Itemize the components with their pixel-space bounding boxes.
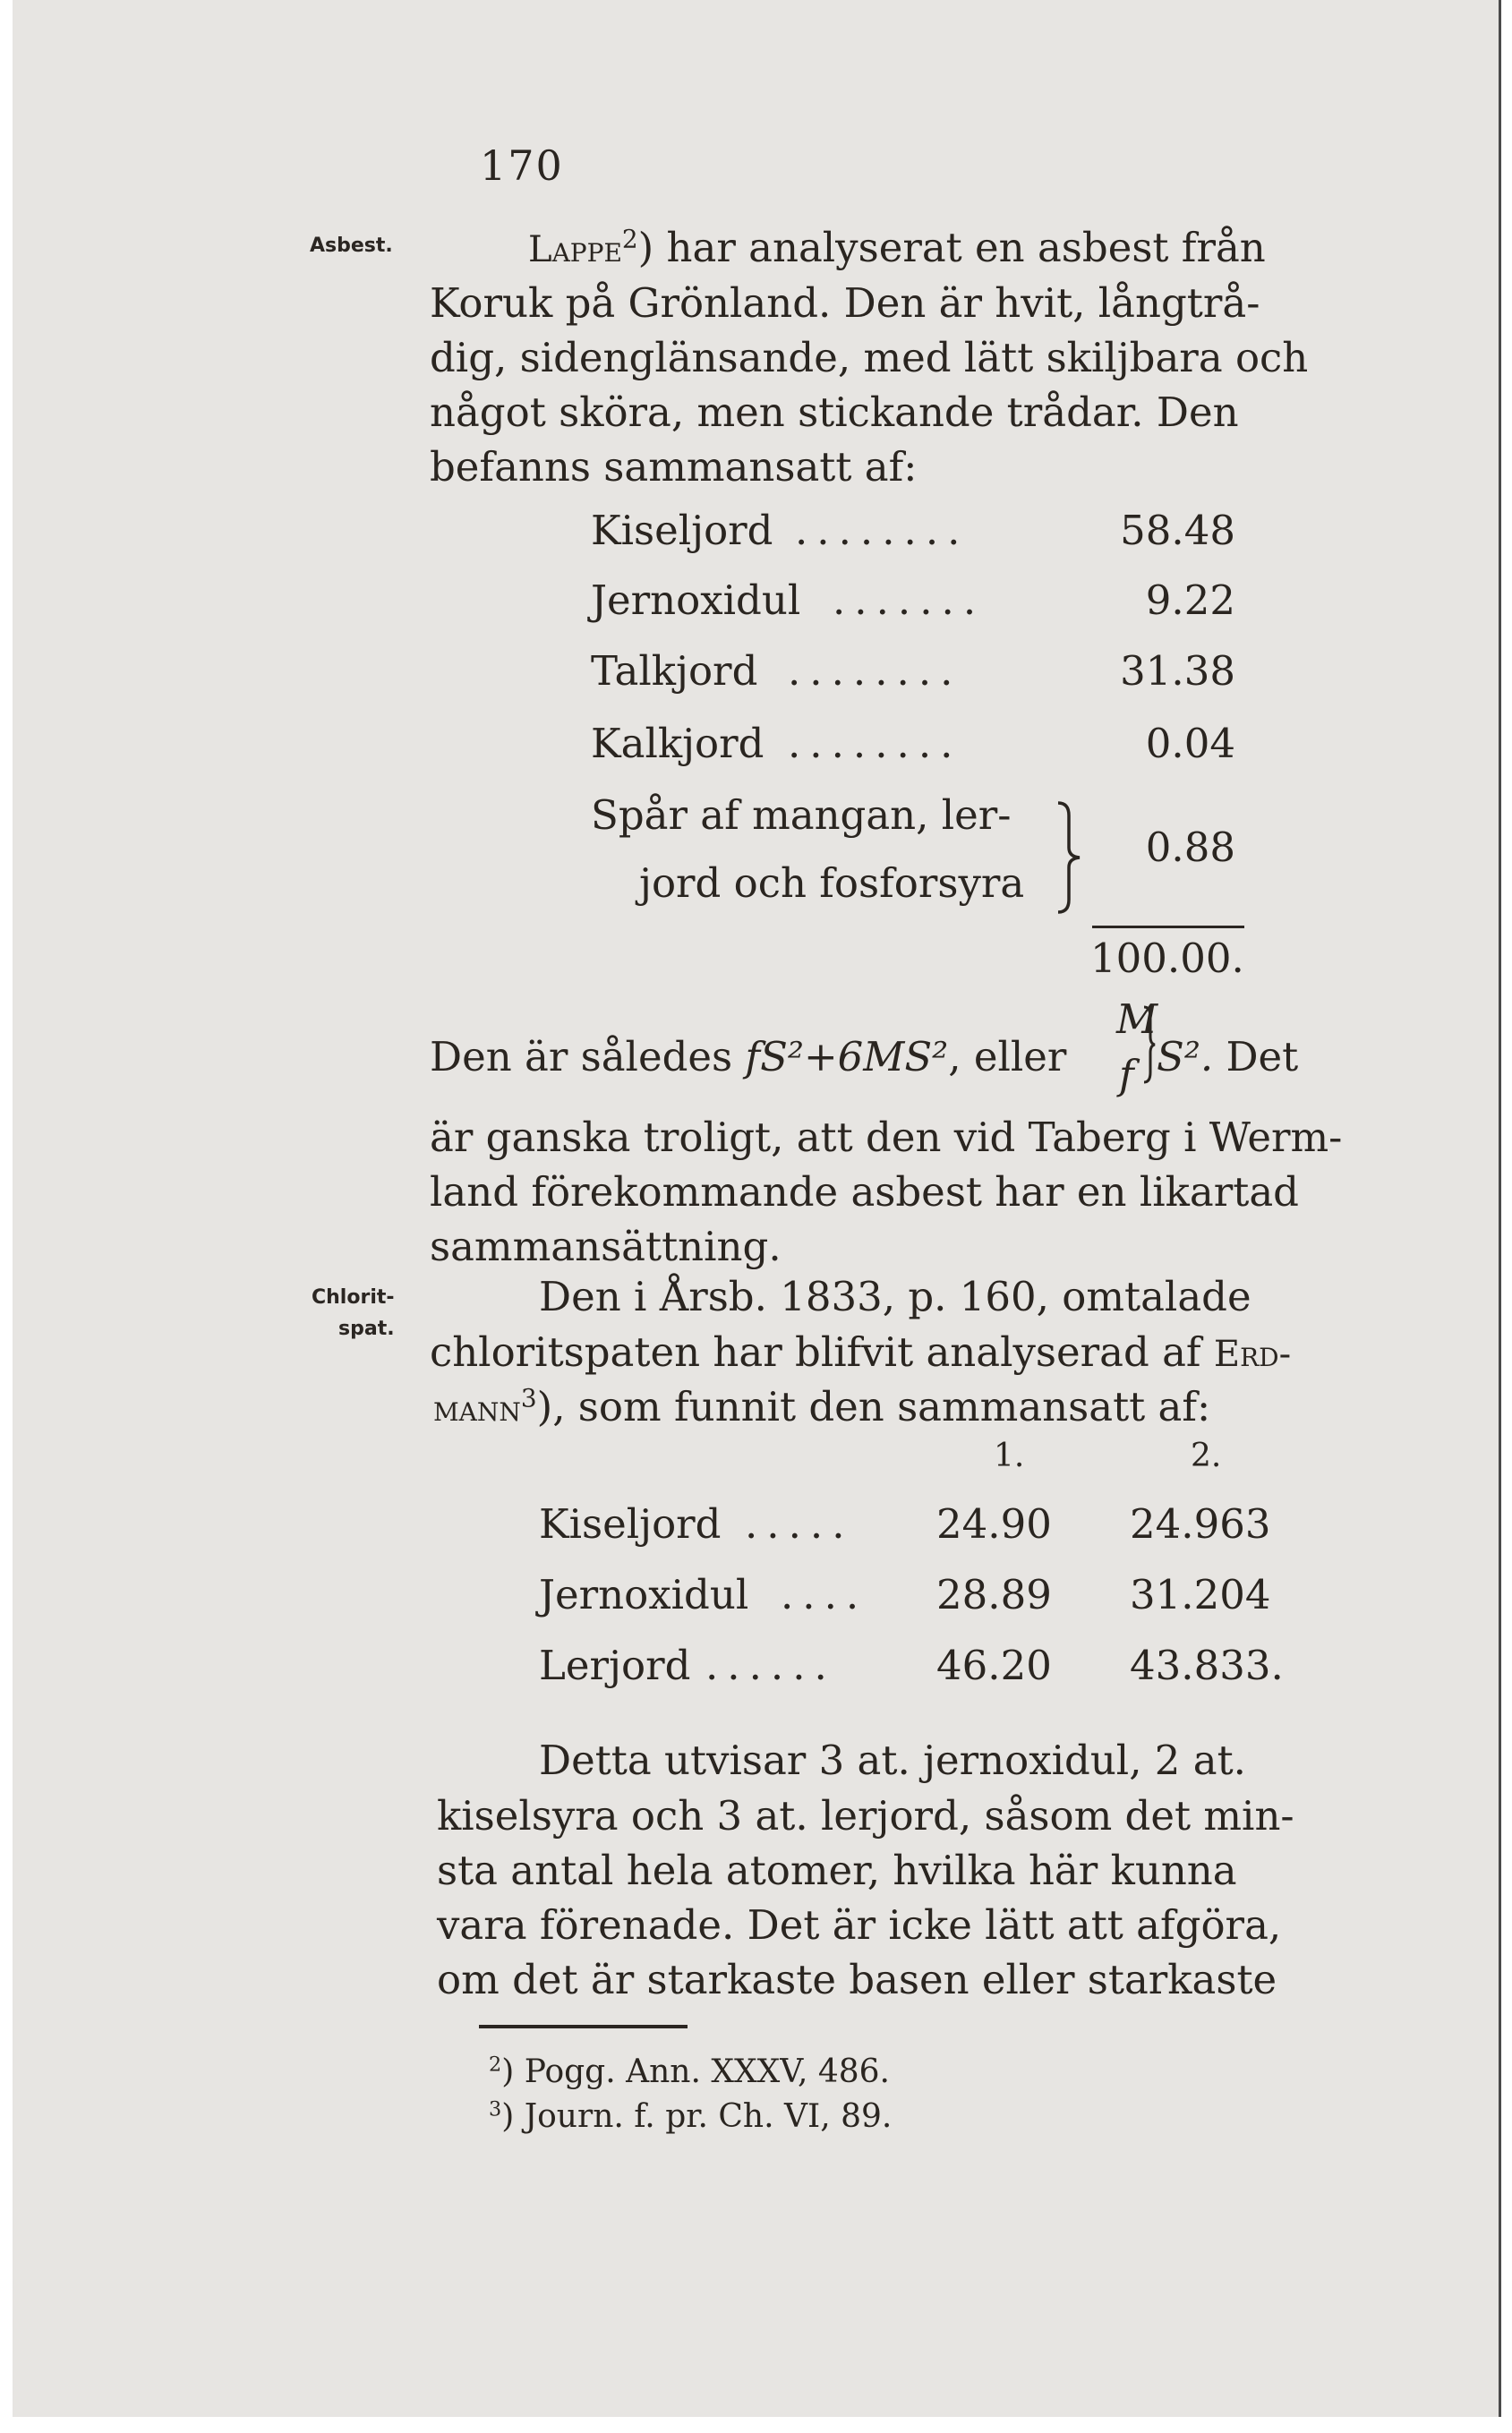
- table2-row-v2: 31.204: [1130, 1571, 1271, 1618]
- para3-text-a: chloritspaten har blifvit analyserad af: [430, 1328, 1214, 1376]
- table1-row-name: Kiseljord: [591, 507, 773, 554]
- para1-line4: något sköra, men stickande trådar. Den: [430, 388, 1239, 436]
- table1-row-name: Kalkjord: [591, 720, 765, 767]
- table1-row-value: 9.22: [1145, 576, 1235, 624]
- table2-row-v1: 28.89: [936, 1571, 1052, 1618]
- para3-line3: [433, 1379, 1210, 1437]
- sum-rule: [1092, 926, 1244, 928]
- para2-text-b: , eller: [948, 1033, 1067, 1080]
- footnote-ref-3: 3: [520, 1383, 537, 1413]
- table1-row-dots: ........: [788, 647, 962, 695]
- table1-row-value: 31.38: [1120, 647, 1235, 695]
- para2-text-a: Den är således: [430, 1033, 746, 1080]
- table1-row-value: 0.04: [1145, 720, 1235, 767]
- page-number: 170: [480, 141, 564, 190]
- footnote-2-mark: 2: [489, 2053, 502, 2077]
- para3-line1: Den i Årsb. 1833, p. 160, omtalade: [539, 1273, 1251, 1320]
- para1-line2: Koruk på Grönland. Den är hvit, långtrå-: [430, 279, 1260, 327]
- para2-text-c: Det: [1213, 1033, 1299, 1080]
- formula-m: M: [1116, 995, 1158, 1043]
- table2-row-dots: ......: [705, 1642, 836, 1689]
- formula-brace-icon: [1142, 1004, 1157, 1085]
- para2-line1: [430, 1029, 1066, 1084]
- table1-row-dots: ........: [795, 507, 970, 554]
- para4-line1: Detta utvisar 3 at. jernoxidul, 2 at.: [539, 1737, 1246, 1784]
- table1-row-dots: .......: [833, 576, 986, 624]
- para4-line3: sta antal hela atomer, hvilka här kunna: [437, 1847, 1237, 1894]
- table1-row-name: Jernoxidul: [591, 576, 801, 624]
- para4-line2: kiselsyra och 3 at. lerjord, såsom det min-: [437, 1792, 1294, 1840]
- formula-fs2-6ms2: fS²+6MS²: [745, 1033, 949, 1080]
- table2-row-v1: 46.20: [936, 1642, 1052, 1689]
- table2-row-name: Lerjord: [539, 1642, 691, 1689]
- table1-row-value: 58.48: [1120, 507, 1235, 554]
- para2-line3: land förekommande asbest har en likartad: [430, 1168, 1299, 1216]
- para1-line3: dig, sidenglänsande, med lätt skiljbara och: [430, 334, 1309, 381]
- formula-f: f: [1119, 1051, 1134, 1098]
- para3-line2: [430, 1325, 1291, 1382]
- table1-spar-value: 0.88: [1145, 824, 1235, 871]
- footnote-3: [489, 2098, 892, 2135]
- table2-row-v1: 24.90: [936, 1500, 1052, 1548]
- table1-spar-line2: jord och fosforsyra: [639, 859, 1025, 907]
- para4-line4: vara förenade. Det är icke lätt att afgöra,: [437, 1901, 1282, 1949]
- author-erdmann-a: Erd-: [1213, 1334, 1292, 1375]
- footnote-ref-2: 2: [621, 224, 638, 254]
- footnote-2-text: ) Pogg. Ann. XXXV, 486.: [501, 2053, 890, 2090]
- footnote-2: [489, 2053, 890, 2090]
- formula-s2: S².: [1157, 1033, 1214, 1080]
- table2-row-v2: 43.833.: [1130, 1642, 1284, 1689]
- table2-row-dots: ....: [781, 1571, 868, 1618]
- margin-note-asbest: Asbest.: [310, 235, 393, 257]
- para2-line2: är ganska troligt, att den vid Taberg i Werm-: [430, 1114, 1343, 1161]
- table2-col1-header: 1.: [994, 1438, 1025, 1474]
- para4-line5: om det är starkaste basen eller starkaste: [437, 1956, 1277, 2003]
- table1-row-dots: ........: [788, 720, 962, 767]
- table2-row-name: Kiseljord: [539, 1500, 722, 1548]
- table2-row-v2: 24.963: [1130, 1500, 1271, 1548]
- table1-row-name: Talkjord: [591, 647, 758, 695]
- para1-line1: [528, 220, 1266, 277]
- footnote-3-mark: 3: [489, 2097, 502, 2121]
- para3-text-b: ), som funnit den sammansatt af:: [536, 1383, 1211, 1430]
- para2-line4: sammansättning.: [430, 1223, 782, 1270]
- para1-line5: befanns sammansatt af:: [430, 443, 918, 491]
- table1-spar-line1: Spår af mangan, ler-: [591, 791, 1012, 839]
- margin-note-spat: spat.: [338, 1318, 395, 1340]
- table2-row-dots: .....: [745, 1500, 854, 1548]
- para2-line1-end: [1157, 1029, 1298, 1084]
- table1-total: 100.00.: [1090, 935, 1244, 982]
- author-erdmann-b: mann: [433, 1388, 521, 1430]
- para1-line1-text: ) har analyserat en asbest från: [637, 224, 1266, 271]
- table2-row-name: Jernoxidul: [539, 1571, 749, 1618]
- author-lappe: Lappe: [528, 229, 622, 270]
- margin-note-chlorit: Chlorit-: [312, 1286, 395, 1309]
- footnote-rule: [479, 2025, 688, 2028]
- footnote-3-text: ) Journ. f. pr. Ch. VI, 89.: [501, 2098, 893, 2135]
- table2-col2-header: 2.: [1191, 1438, 1222, 1474]
